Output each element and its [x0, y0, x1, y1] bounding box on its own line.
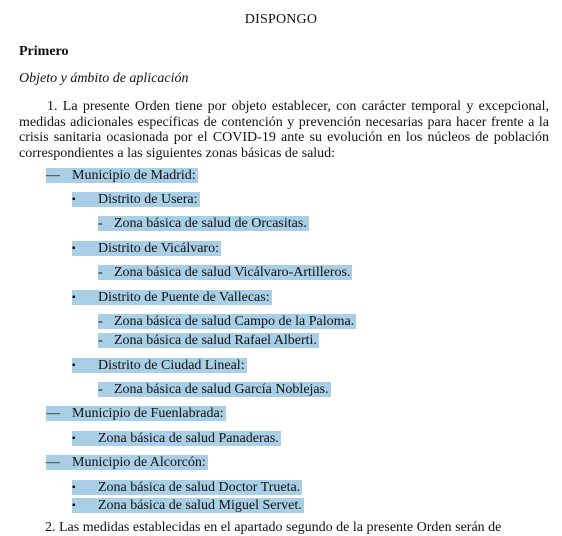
list-item-label: Zona básica de salud Vicálvaro-Artilleros.: [114, 265, 351, 280]
dash-marker: —: [46, 406, 60, 421]
hyphen-marker: -: [98, 265, 103, 280]
list-item-distrito: [72, 191, 200, 208]
list-item-municipio: [46, 454, 208, 471]
highlighted-text: [72, 480, 302, 495]
hyphen-marker: -: [98, 333, 103, 348]
bullet-marker: ▪: [72, 482, 76, 493]
highlighted-text: [72, 290, 272, 305]
highlighted-text: [72, 431, 281, 446]
list-item-label: Distrito de Ciudad Lineal:: [98, 358, 245, 373]
highlighted-text: [72, 241, 221, 256]
list-item-label: Zona básica de salud García Noblejas.: [114, 382, 329, 397]
highlighted-text: [46, 168, 198, 183]
list-item-label: Zona básica de salud Campo de la Paloma.: [114, 314, 355, 329]
list-item-zona: [98, 215, 309, 232]
hyphen-marker: -: [98, 216, 103, 231]
hyphen-marker: -: [98, 314, 103, 329]
bullet-marker: ▪: [72, 433, 76, 444]
list-item-distrito: [72, 289, 272, 306]
list-item-zona: [98, 381, 331, 398]
list-item-label: Zona básica de salud Miguel Servet.: [98, 498, 302, 513]
list-item-zona: [72, 479, 302, 496]
bullet-marker: ▪: [72, 500, 76, 511]
next-paragraph-cut: 2. Las medidas establecidas en el apartado segundo de la presente Orden serán de: [45, 520, 502, 535]
list-item-zona: [72, 497, 304, 514]
bullet-marker: ▪: [72, 292, 76, 303]
list-item-label: Zona básica de salud de Orcasitas.: [114, 216, 307, 231]
highlighted-text: [72, 192, 200, 207]
bullet-marker: ▪: [72, 243, 76, 254]
list-item-label: Distrito de Puente de Vallecas:: [98, 290, 270, 305]
list-item-zona: [98, 264, 352, 281]
highlighted-text: [98, 333, 319, 348]
highlighted-text: [72, 498, 304, 513]
article-subtitle: Objeto y ámbito de aplicación: [19, 71, 189, 86]
bullet-marker: ▪: [72, 194, 76, 205]
article-title: Primero: [19, 44, 69, 59]
list-item-label: Distrito de Usera:: [98, 192, 198, 207]
list-item-label: Municipio de Alcorcón:: [72, 455, 206, 470]
list-item-municipio: [46, 167, 198, 184]
highlighted-text: [46, 455, 208, 470]
highlighted-text: [72, 358, 247, 373]
highlighted-text: [98, 382, 331, 397]
list-item-label: Zona básica de salud Doctor Trueta.: [98, 480, 301, 495]
list-item-zona: [98, 313, 356, 330]
highlighted-text: [98, 265, 352, 280]
list-item-municipio: [46, 405, 226, 422]
list-item-label: Municipio de Madrid:: [72, 168, 196, 183]
hyphen-marker: -: [98, 382, 103, 397]
document-heading: DISPONGO: [244, 12, 318, 27]
list-item-distrito: [72, 240, 221, 257]
bullet-marker: ▪: [72, 360, 76, 371]
article-paragraph: 1. La presente Orden tiene por objeto establecer, con carácter temporal y excepcional, medidas adicionales específicas de contención y prevención necesarias para hacer frente a la crisis sanitaria ocasionada por el COVID-19 ante su evolución en los núcleos de población correspondientes a las siguientes zonas básicas de salud:: [19, 99, 549, 161]
list-item-zona: [98, 332, 319, 349]
highlighted-text: [46, 406, 226, 421]
dash-marker: —: [46, 455, 60, 470]
list-item-zona: [72, 430, 281, 447]
list-item-label: Zona básica de salud Panaderas.: [98, 431, 279, 446]
dash-marker: —: [46, 168, 60, 183]
highlighted-text: [98, 216, 309, 231]
list-item-distrito: [72, 357, 247, 374]
list-item-label: Municipio de Fuenlabrada:: [72, 406, 224, 421]
list-item-label: Zona básica de salud Rafael Alberti.: [114, 333, 317, 348]
list-item-label: Distrito de Vicálvaro:: [98, 241, 219, 256]
highlighted-text: [98, 314, 356, 329]
